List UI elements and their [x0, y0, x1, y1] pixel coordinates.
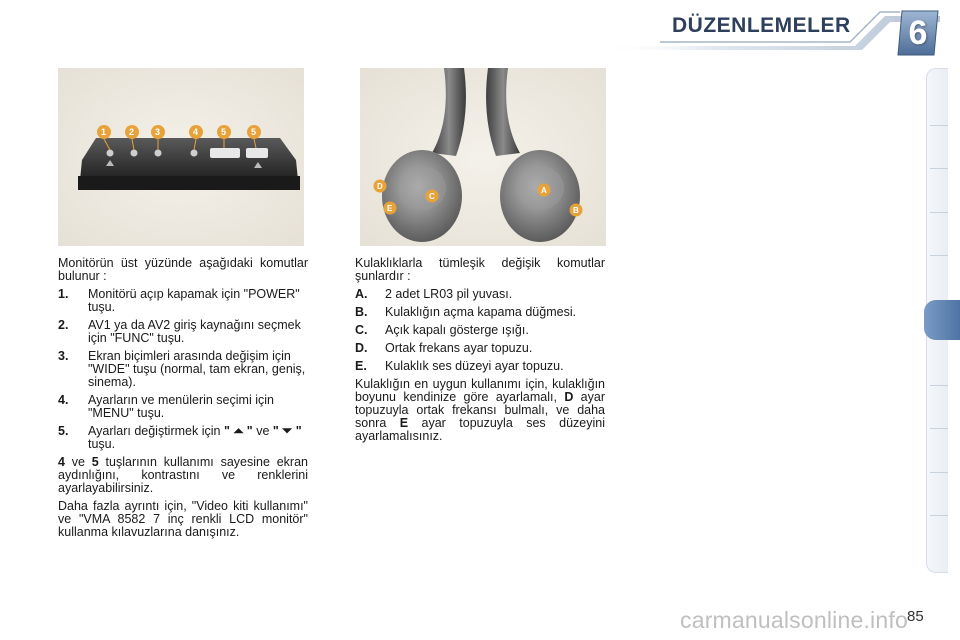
chapter-number: 6 — [908, 13, 928, 52]
item-letter: D. — [355, 341, 368, 355]
text-part: ayar topuzuyla ses düzeyini ayarlamalısınız. — [355, 416, 605, 443]
callout-label: 4 — [193, 127, 199, 137]
item-letter: A. — [355, 287, 368, 301]
callout-label: 2 — [129, 127, 135, 137]
page-number: 85 — [907, 608, 924, 625]
tab-divider — [930, 212, 948, 213]
item-text-part: Ayarları değiştirmek için — [88, 424, 224, 438]
item-text: 2 adet LR03 pil yuvası. — [385, 287, 513, 301]
item-text: Monitörü açıp kapamak için "POWER" tuşu. — [88, 287, 300, 314]
list-item — [355, 342, 605, 355]
list-item — [58, 394, 308, 420]
tab-divider — [930, 385, 948, 386]
active-chapter-tab[interactable] — [924, 300, 960, 340]
list-item — [355, 360, 605, 373]
key-ref: 5 — [91, 455, 99, 469]
item-text: Kulaklık ses düzeyi ayar topuzu. — [385, 359, 564, 373]
item-text: AV1 ya da AV2 giriş kaynağını seçmek için "FUNC" tuşu. — [88, 318, 301, 345]
list-item — [355, 324, 605, 337]
item-text: Ortak frekans ayar topuzu. — [385, 341, 533, 355]
item-letter: B. — [355, 305, 368, 319]
monitor-top-figure — [58, 68, 304, 246]
list-item — [58, 350, 308, 389]
item-number: 1. — [58, 287, 69, 301]
callout-label: A — [541, 186, 547, 195]
callout-label: E — [387, 204, 393, 213]
callout-label: 3 — [155, 127, 161, 137]
monitor-controls-section — [58, 257, 308, 544]
key-ref: 4 — [58, 455, 65, 469]
headphone-controls-section — [355, 257, 605, 448]
usage-note — [355, 378, 605, 443]
text-part: tuşlarının kullanımı sayesine ekran aydınlığını, kontrastını ve renklerini ayarlayabilirsiniz. — [58, 455, 308, 495]
item-text: Açık kapalı gösterge ışığı. — [385, 323, 529, 337]
list-item — [355, 288, 605, 301]
list-item — [58, 288, 308, 314]
callout-label: B — [573, 206, 579, 215]
headphone-intro: Kulaklıklarla tümleşik değişik komutlar şunlardır : — [355, 256, 605, 283]
text-part: ayar topuzuyla ortak frekansı bulmalı, ve daha sonra — [355, 390, 605, 430]
tab-divider — [930, 428, 948, 429]
monitor-intro: Monitörün üst yüzünde aşağıdaki komutlar bulunur : — [58, 256, 308, 283]
item-letter: E. — [355, 359, 367, 373]
list-item — [58, 319, 308, 345]
key-ref: D — [564, 390, 574, 404]
list-item — [355, 306, 605, 319]
list-item — [58, 425, 308, 451]
down-arrow-symbol: " ⏷ " — [272, 424, 302, 438]
callout-label: 5 — [251, 127, 257, 137]
item-number: 2. — [58, 318, 69, 332]
callout-label: C — [429, 192, 435, 201]
text-part: ve — [64, 455, 92, 469]
tab-divider — [930, 515, 948, 516]
item-text: Ekran biçimleri arasında değişim için "WIDE" tuşu (normal, tam ekran, geniş, sinema). — [88, 349, 306, 389]
item-number: 4. — [58, 393, 69, 407]
item-number: 5. — [58, 424, 69, 438]
item-text — [88, 425, 308, 451]
tab-divider — [930, 255, 948, 256]
page-title: DÜZENLEMELER — [672, 14, 851, 37]
key-ref: E — [399, 416, 409, 430]
up-arrow-symbol: " ⏶ " — [223, 424, 253, 438]
callout-label: 5 — [221, 127, 227, 137]
tab-divider — [930, 472, 948, 473]
item-letter: C. — [355, 323, 368, 337]
more-info-note: Daha fazla ayrıntı için, "Video kiti kullanımı" ve "VMA 8582 7 inç renkli LCD monitör" kullanma kılavuzlarına danışınız. — [58, 499, 308, 539]
item-text-part: tuşu. — [88, 437, 116, 451]
callout-label: D — [377, 182, 383, 191]
item-number: 3. — [58, 349, 69, 363]
text-part: Kulaklığın en uygun kullanımı için, kulaklığın boyunu kendinize göre ayarlamalı, — [355, 377, 605, 404]
headphones-figure — [360, 68, 606, 246]
item-text-part: ve — [252, 424, 273, 438]
item-text: Ayarların ve menülerin seçimi için "MENU" tuşu. — [88, 393, 274, 420]
watermark: carmanualsonline.info — [680, 607, 908, 633]
tab-divider — [930, 168, 948, 169]
tab-divider — [930, 125, 948, 126]
item-text: Kulaklığın açma kapama düğmesi. — [385, 305, 577, 319]
brightness-note — [58, 456, 308, 495]
callout-label: 1 — [101, 127, 107, 137]
